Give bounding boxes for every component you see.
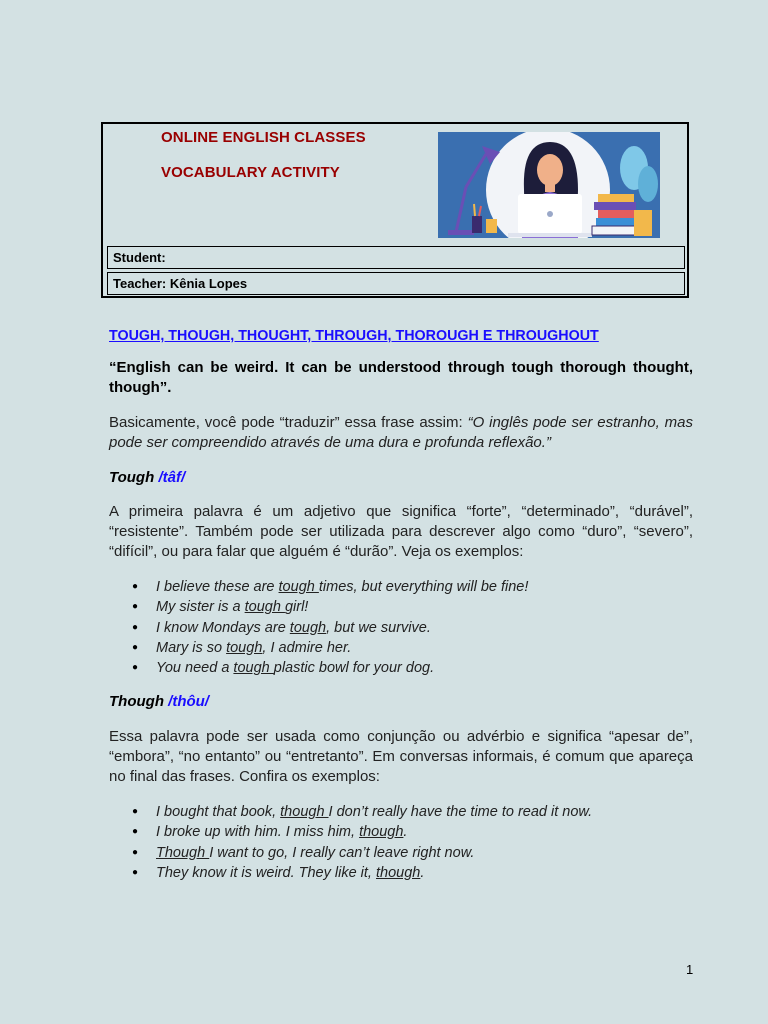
header-table xyxy=(101,122,689,298)
header-top-cell xyxy=(103,124,687,246)
though-heading xyxy=(109,692,693,712)
intro-prefix: Basicamente, você pode “traduzir” essa frase assim: xyxy=(109,414,468,431)
intro-translation: “O inglês pode ser estranho, mas pode ser compreendido através de uma dura e profunda reflexão.” xyxy=(109,414,693,451)
list-item: ● I know Mondays are tough, but we survive. xyxy=(132,618,528,638)
course-title: ONLINE ENGLISH CLASSES xyxy=(161,129,366,146)
tough-pronunciation: /tâf/ xyxy=(158,469,186,486)
intro-paragraph xyxy=(109,413,693,453)
tough-heading xyxy=(109,468,693,488)
list-item: ● Though I want to go, I really can’t leave right now. xyxy=(132,843,592,863)
student-row: Student: xyxy=(107,246,685,269)
tough-examples-list xyxy=(132,577,528,678)
list-item: ● I bought that book, though I don’t really have the time to read it now. xyxy=(132,802,592,822)
topic-heading-link[interactable]: TOUGH, THOUGH, THOUGHT, THROUGH, THOROUGH E THROUGHOUT xyxy=(109,328,599,344)
teacher-row: Teacher: Kênia Lopes xyxy=(107,272,685,295)
though-description: Essa palavra pode ser usada como conjunção ou advérbio e significa “apesar de”, “embora”, “no entanto” ou “entretanto”. Em conversas informais, é comum que apareça no final das frases. Confira os exemplos: xyxy=(109,728,693,785)
quote-paragraph: “English can be weird. It can be understood through tough thorough thought, though”. xyxy=(109,359,693,396)
student-laptop-illustration xyxy=(438,132,660,238)
though-pronunciation: /thôu/ xyxy=(168,693,209,710)
list-item: ● You need a tough plastic bowl for your dog. xyxy=(132,658,528,678)
list-item: ● My sister is a tough girl! xyxy=(132,597,528,617)
list-item: ● Mary is so tough, I admire her. xyxy=(132,638,528,658)
list-item: ● They know it is weird. They like it, though. xyxy=(132,863,592,883)
page-number: 1 xyxy=(686,962,694,977)
list-item: ● I believe these are tough times, but everything will be fine! xyxy=(132,577,528,597)
activity-title: VOCABULARY ACTIVITY xyxy=(161,164,340,181)
tough-description: A primeira palavra é um adjetivo que significa “forte”, “determinado”, “durável”, “resistente”. Também pode ser utilizada para descrever algo como “duro”, “severo”, “difícil”, ou para falar que alguém é “durão”. Veja os exemplos: xyxy=(109,503,693,560)
though-examples-list xyxy=(132,802,592,883)
tough-word: Tough xyxy=(109,469,155,486)
list-item: ● I broke up with him. I miss him, though. xyxy=(132,822,592,842)
though-word: Though xyxy=(109,693,164,710)
